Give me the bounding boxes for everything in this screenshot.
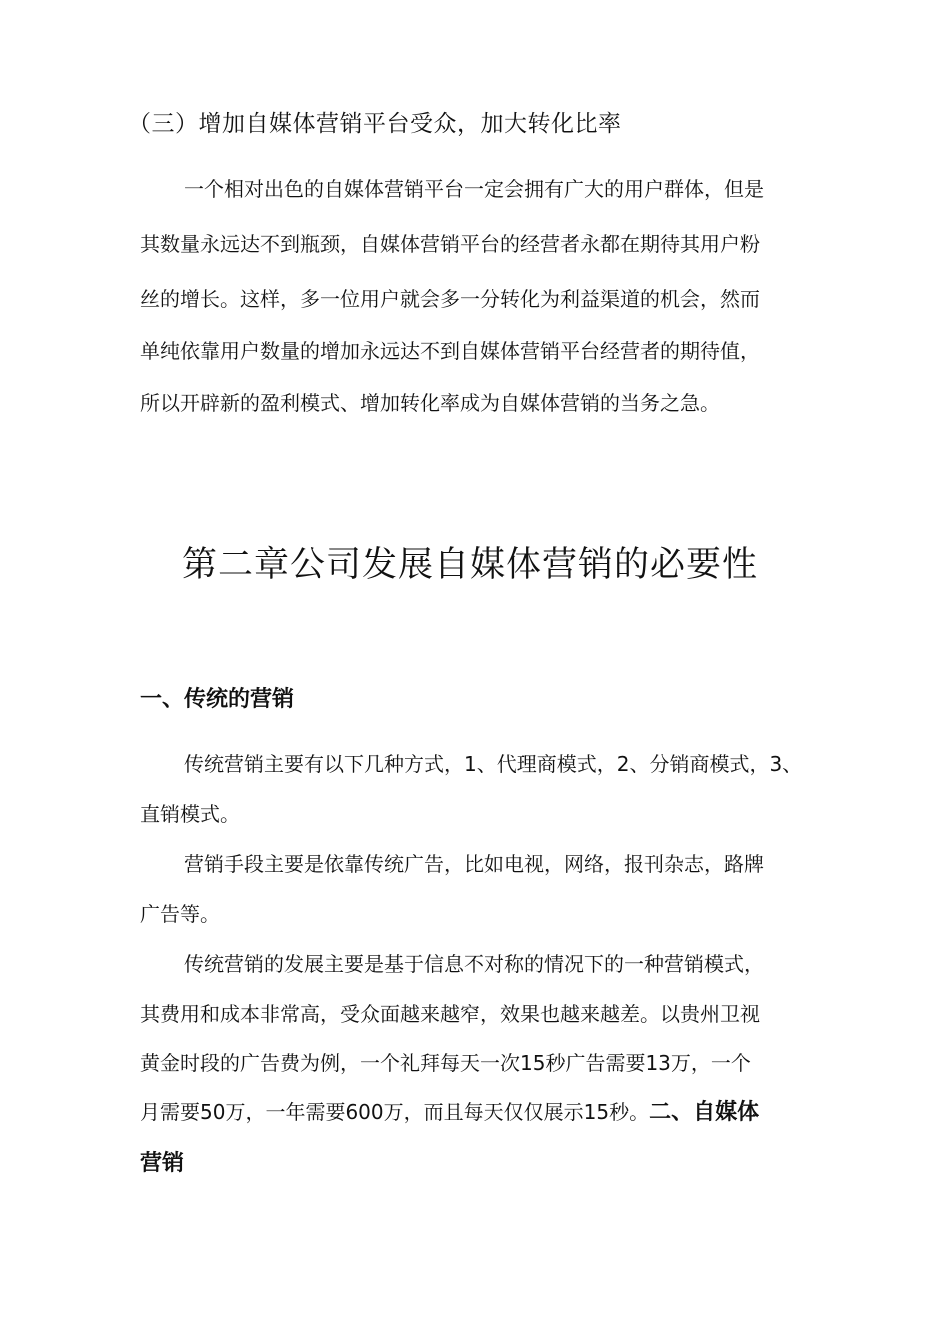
paragraph-line: 其数量永远达不到瓶颈，自媒体营销平台的经营者永都在期待其用户粉 [140,232,760,256]
sub-heading-self-media-marketing: 二、自媒体 [649,1100,760,1125]
traditional-paragraph-2 [140,847,840,932]
traditional-paragraph-3 [140,947,840,1130]
sub-heading-traditional-marketing: 一、传统的营销 [140,687,295,712]
paragraph-line: 广告等。 [140,902,220,926]
paragraph-line: 丝的增长。这样，多一位用户就会多一分转化为利益渠道的机会，然而 [140,287,760,311]
paragraph-line: 营销手段主要是依靠传统广告，比如电视，网络，报刊杂志，路牌 [184,852,764,876]
chapter-title: 第二章公司发展自媒体营销的必要性 [182,545,759,585]
paragraph-line: 单纯依靠用户数量的增加永远达不到自媒体营销平台经营者的期待值， [140,339,760,363]
paragraph-line: 其费用和成本非常高，受众面越来越窄，效果也越来越差。以贵州卫视 [140,1002,760,1026]
traditional-paragraph-1 [140,747,840,832]
paragraph-line: 黄金时段的广告费为例，一个礼拜每天一次15秒广告需要13万，一个 [140,1051,751,1075]
paragraph-line: 传统营销主要有以下几种方式，1、代理商模式，2、分销商模式，3、 [184,752,803,776]
sub-heading-self-media-continued: 营销 [140,1151,185,1176]
section-heading-3: （三）增加自媒体营销平台受众，加大转化比率 [128,111,622,137]
paragraph-line: 一个相对出色的自媒体营销平台一定会拥有广大的用户群体，但是 [184,177,764,201]
paragraph-line: 所以开辟新的盈利模式、增加转化率成为自媒体营销的当务之急。 [140,391,720,415]
paragraph-line: 直销模式。 [140,802,240,826]
paragraph-line: 传统营销的发展主要是基于信息不对称的情况下的一种营销模式， [184,952,764,976]
paragraph-line [140,1095,840,1130]
section3-paragraph [140,172,840,421]
paragraph-text: 月需要50万，一年需要600万，而且每天仅仅展示15秒。 [140,1100,650,1124]
